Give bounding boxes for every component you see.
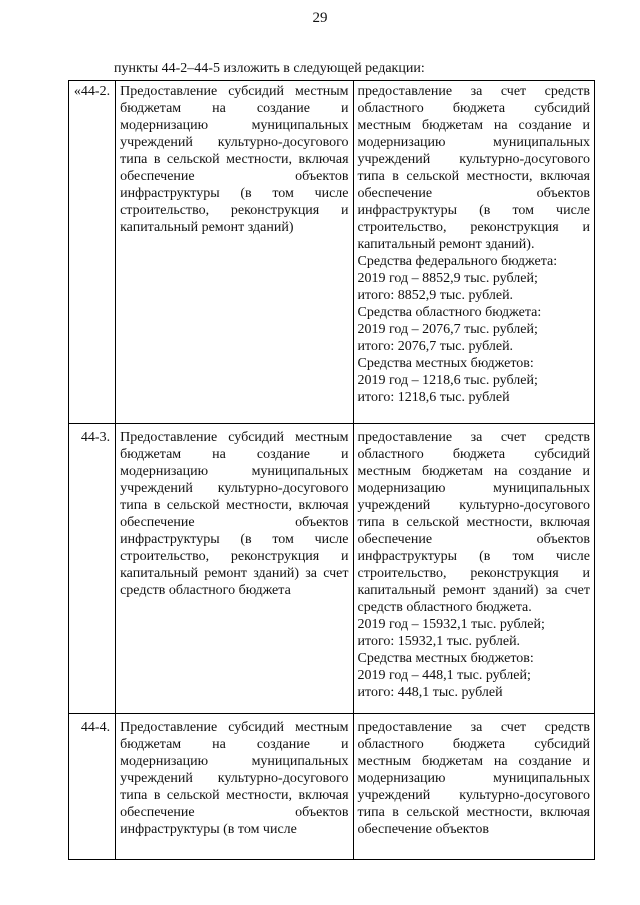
description-text: предоставление за счет средств областного бюджета субсидий местным бюджетам на создание и модернизацию муниципальных учреждений культурно-досугового типа в сельской местности, включая обеспечение объектов: [357, 720, 590, 837]
table-row: [69, 424, 595, 714]
funding-line: 2019 год – 448,1 тыс. рублей;: [357, 668, 531, 683]
row-number: 44-4.: [69, 714, 116, 860]
intro-text: пункты 44-2–44-5 изложить в следующей редакции:: [114, 61, 425, 76]
measure-name: Предоставление субсидий местным бюджетам на создание и модернизацию муниципальных учреждений культурно-досугового типа в сельской местности, включая обеспечение объектов инфраструктуры (в том числе строительство, реконструкция и капитальный ремонт зданий): [116, 81, 353, 424]
funding-line: Средства областного бюджета:: [357, 305, 542, 320]
funding-line: итого: 448,1 тыс. рублей: [357, 685, 503, 700]
funding-line: 2019 год – 2076,7 тыс. рублей;: [357, 322, 538, 337]
funding-list: [358, 253, 590, 406]
funding-line: Средства местных бюджетов:: [357, 651, 534, 666]
measure-name: Предоставление субсидий местным бюджетам на создание и модернизацию муниципальных учреждений культурно-досугового типа в сельской местности, включая обеспечение объектов инфраструктуры (в том числе строительство, реконструкция и капитальный ремонт зданий) за счет средств областного бюджета: [116, 424, 353, 714]
funding-line: итого: 1218,6 тыс. рублей: [357, 390, 510, 405]
funding-line: итого: 15932,1 тыс. рублей.: [357, 634, 521, 649]
funding-line: 2019 год – 15932,1 тыс. рублей;: [357, 617, 545, 632]
funding-list: [358, 616, 590, 701]
funding-line: 2019 год – 8852,9 тыс. рублей;: [357, 271, 538, 286]
row-number: «44-2.: [69, 81, 116, 424]
funding-line: итого: 2076,7 тыс. рублей.: [357, 339, 514, 354]
funding-line: Средства федерального бюджета:: [357, 254, 558, 269]
table-row: [69, 81, 595, 424]
description-text: предоставление за счет средств областного бюджета субсидий местным бюджетам на создание и модернизацию муниципальных учреждений культурно-досугового типа в сельской местности, включая обеспечение объектов инфраструктуры (в том числе строительство, реконструкция и капитальный ремонт зданий) за счет средств областного бюджета.: [357, 430, 590, 615]
measure-description: [353, 424, 594, 714]
funding-line: 2019 год – 1218,6 тыс. рублей;: [357, 373, 538, 388]
measure-description: [353, 714, 594, 860]
description-text: предоставление за счет средств областного бюджета субсидий местным бюджетам на создание и модернизацию муниципальных учреждений культурно-досугового типа в сельской местности, включая обеспечение объектов инфраструктуры (в том числе строительство, реконструкция и капитальный ремонт зданий).: [357, 84, 590, 252]
measure-name: Предоставление субсидий местным бюджетам на создание и модернизацию муниципальных учреждений культурно-досугового типа в сельской местности, включая обеспечение объектов инфраструктуры (в том числе: [116, 714, 353, 860]
funding-line: Средства местных бюджетов:: [357, 356, 534, 371]
funding-line: итого: 8852,9 тыс. рублей.: [357, 288, 514, 303]
measure-description: [353, 81, 594, 424]
table-row: [69, 714, 595, 860]
row-number: 44-3.: [69, 424, 116, 714]
amendments-table: [68, 80, 595, 860]
page-number: 29: [312, 10, 328, 26]
